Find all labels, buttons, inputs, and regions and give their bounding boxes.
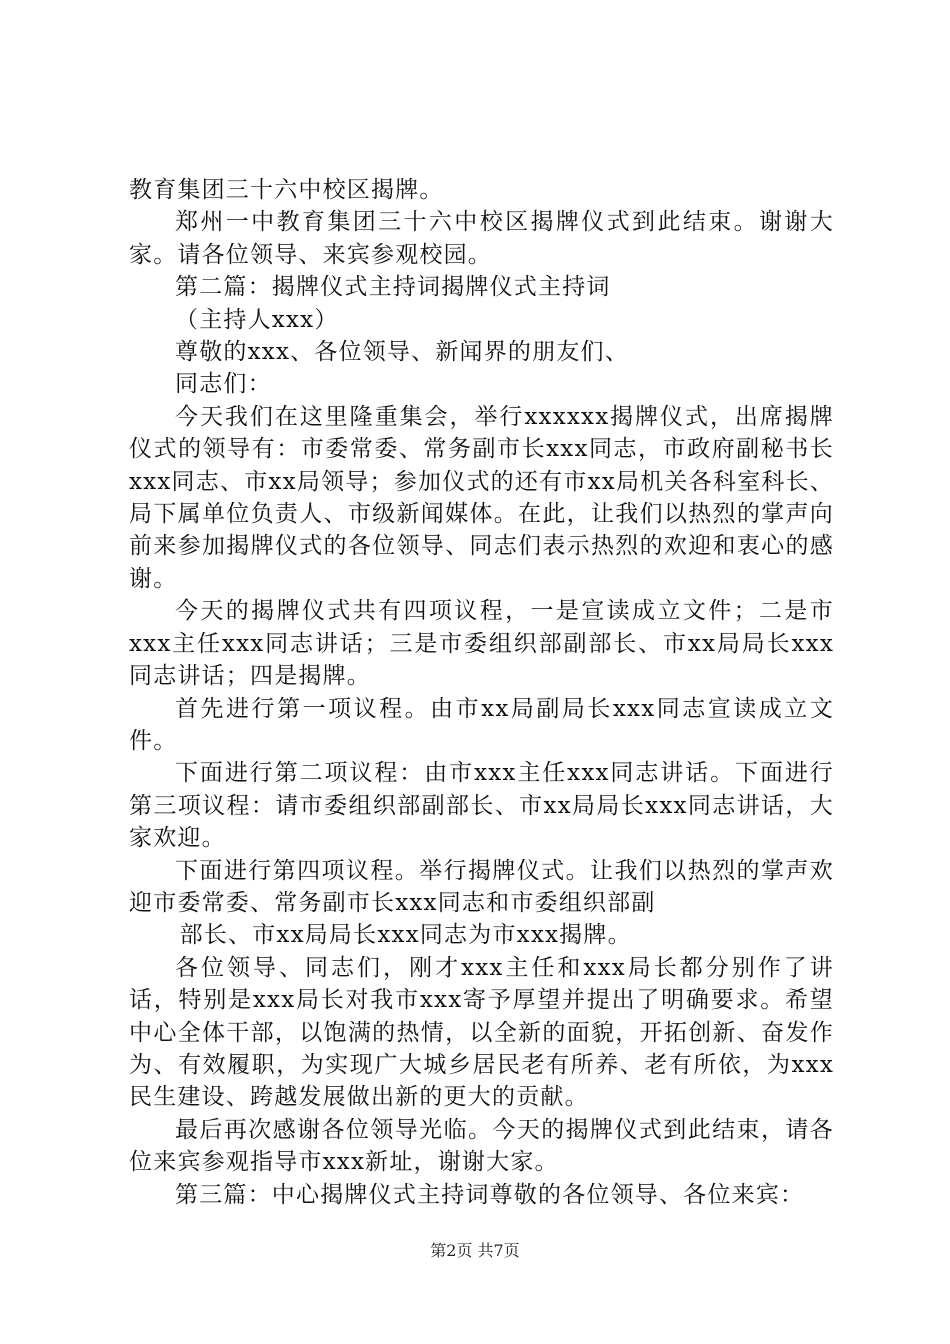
paragraph-14: 最后再次感谢各位领导光临。今天的揭牌仪式到此结束，请各位来宾参观指导市xxx新址，谢谢大家。 (129, 1116, 834, 1176)
paragraph-11: 下面进行第四项议程。举行揭牌仪式。让我们以热烈的掌声欢迎市委常委、常务副市长xxx同志和市委组织部副 (129, 857, 834, 916)
paragraph-7: 今天我们在这里隆重集会，举行xxxxxx揭牌仪式，出席揭牌仪式的领导有：市委常委、常务副市长xxx同志，市政府副秘书长xxx同志、市xx局领导；参加仪式的还有市xx局机关各科室科长、局下属单位负责人、市级新闻媒体。在此，让我们以热烈的掌声向前来参加揭牌仪式的各位领导、同志们表示热烈的欢迎和衷心的感谢。 (129, 403, 834, 592)
paragraph-3-heading: 第二篇：揭牌仪式主持词揭牌仪式主持词 (175, 274, 611, 301)
paragraph-2: 郑州一中教育集团三十六中校区揭牌仪式到此结束。谢谢大家。请各位领导、来宾参观校园。 (129, 209, 834, 268)
paragraph-1: 教育集团三十六中校区揭牌。 (129, 177, 444, 203)
document-body (129, 174, 834, 1211)
paragraph-5: 尊敬的xxx、各位领导、新闻界的朋友们、 (175, 339, 629, 366)
paragraph-15-heading: 第三篇：中心揭牌仪式主持词尊敬的各位领导、各位来宾： (175, 1181, 805, 1208)
paragraph-12: 部长、市xx局局长xxx同志为市xxx揭牌。 (179, 922, 632, 949)
paragraph-13: 各位领导、同志们，刚才xxx主任和xxx局长都分别作了讲话，特别是xxx局长对我市xxx寄予厚望并提出了明确要求。希望中心全体干部，以饱满的热情，以全新的面貌，开拓创新、奋发作为、有效履职，为实现广大城乡居民老有所养、老有所依，为xxx民生建设、跨越发展做出新的更大的贡献。 (129, 954, 834, 1111)
paragraph-8: 今天的揭牌仪式共有四项议程，一是宣读成立文件；二是市xxx主任xxx同志讲话；三是市委组织部副部长、市xx局局长xxx同志讲话；四是揭牌。 (129, 598, 834, 690)
paragraph-6: 同志们： (175, 371, 272, 398)
paragraph-4: （主持人xxx） (175, 306, 339, 333)
paragraph-10: 下面进行第二项议程：由市xxx主任xxx同志讲话。下面进行第三项议程：请市委组织部副部长、市xx局局长xxx同志讲话，大家欢迎。 (129, 760, 834, 852)
paragraph-9: 首先进行第一项议程。由市xx局副局长xxx同志宣读成立文件。 (129, 695, 834, 754)
page-number-footer: 第2页 共7页 (430, 1241, 520, 1260)
